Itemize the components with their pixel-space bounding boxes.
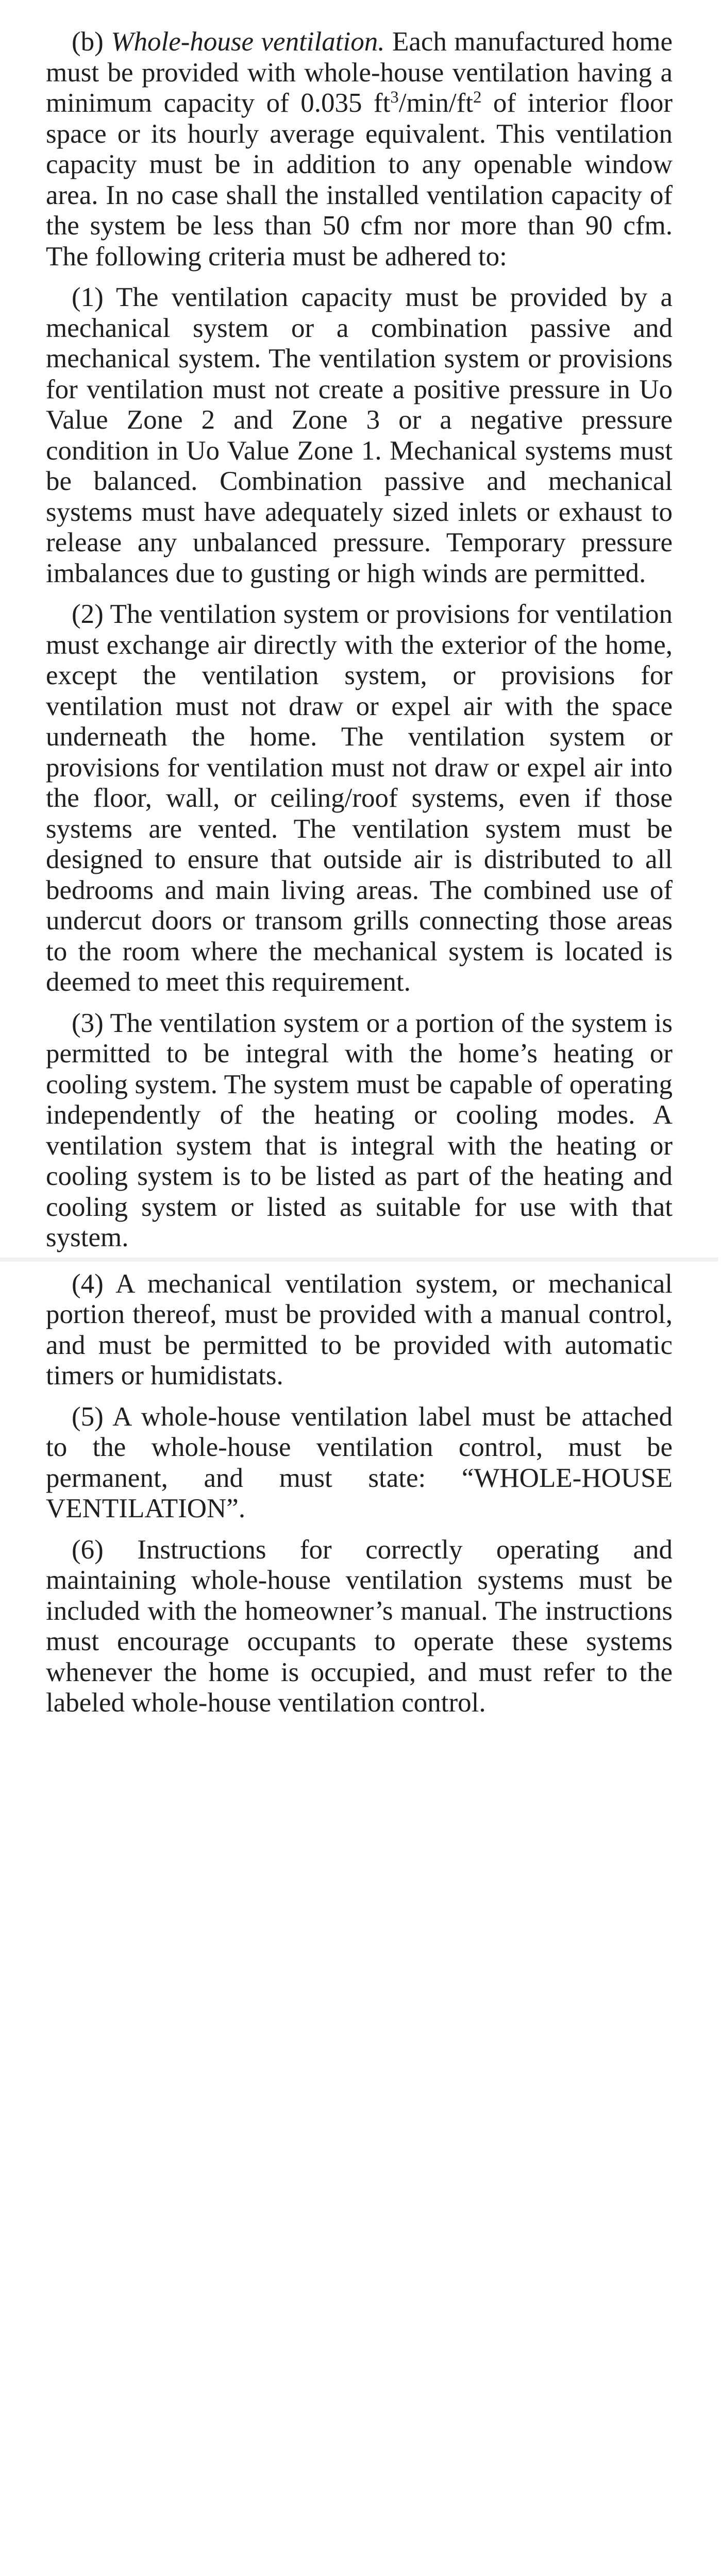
unit-superscript-cubic: 3: [390, 88, 399, 107]
unit-middle: /min/ft: [398, 88, 474, 118]
paragraph-3-integral-system: (3) The ventilation system or a portion of the system is permitted to be integral with the home’s heating or cooling system. The system must be capable of operating independently of the heating or cooling modes. A ventilation system that is integral with the heating or cooling system is to be listed as part of the heating and cooling system or listed as suitable for use with that system.: [46, 1008, 673, 1252]
paragraph-label: (b): [72, 27, 104, 57]
paragraph-b-whole-house-ventilation: [46, 27, 673, 272]
paragraph-heading: Whole-house ventilation.: [111, 27, 385, 57]
paragraph-text-continued: of interior floor space or its hourly average equivalent. This ventilation capacity must be in addition to any openable window area. In no case shall the installed ventilation capacity of the system be less than 50 cfm nor more than 90 cfm. The following criteria must be adhered to:: [46, 88, 673, 272]
paragraph-2-exterior-exchange: (2) The ventilation system or provisions for ventilation must exchange air directly with the exterior of the home, except the ventilation system, or provisions for ventilation must not draw or expel air with the space underneath the home. The ventilation system or provisions for ventilation must not draw or expel air into the floor, wall, or ceiling/roof systems, even if those systems are vented. The ventilation system must be designed to ensure that outside air is distributed to all bedrooms and main living areas. The combined use of undercut doors or transom grills connecting those areas to the room where the mechanical system is located is deemed to meet this requirement.: [46, 599, 673, 997]
paragraph-4-manual-control: (4) A mechanical ventilation system, or mechanical portion thereof, must be provided with a manual control, and must be permitted to be provided with automatic timers or humidistats.: [46, 1268, 673, 1391]
paragraph-6-instructions: (6) Instructions for correctly operating and maintaining whole-house ventilation systems must be included with the homeowner’s manual. The instructions must encourage occupants to operate these systems whenever the home is occupied, and must refer to the labeled whole-house ventilation control.: [46, 1534, 673, 1718]
unit-superscript-square: 2: [473, 88, 482, 107]
regulation-text-column: [46, 27, 673, 1719]
paragraph-1-ventilation-capacity: (1) The ventilation capacity must be provided by a mechanical system or a combination passive and mechanical system. The ventilation system or provisions for ventilation must not create a positive pressure in Uo Value Zone 2 and Zone 3 or a negative pressure condition in Uo Value Zone 1. Mechanical systems must be balanced. Combination passive and mechanical systems must have adequately sized inlets or exhaust to release any unbalanced pressure. Temporary pressure imbalances due to gusting or high winds are permitted.: [46, 282, 673, 588]
paragraph-text: Each manufactured home must be provided with whole-house ventilation having a minimum capacity of 0.035 ft: [46, 27, 673, 118]
paragraph-5-ventilation-label: (5) A whole-house ventilation label must be attached to the whole-house ventilation control, must be permanent, and must state: “WHOLE-HOUSE VENTILATION”.: [46, 1401, 673, 1523]
page-break-divider: [0, 1258, 718, 1262]
